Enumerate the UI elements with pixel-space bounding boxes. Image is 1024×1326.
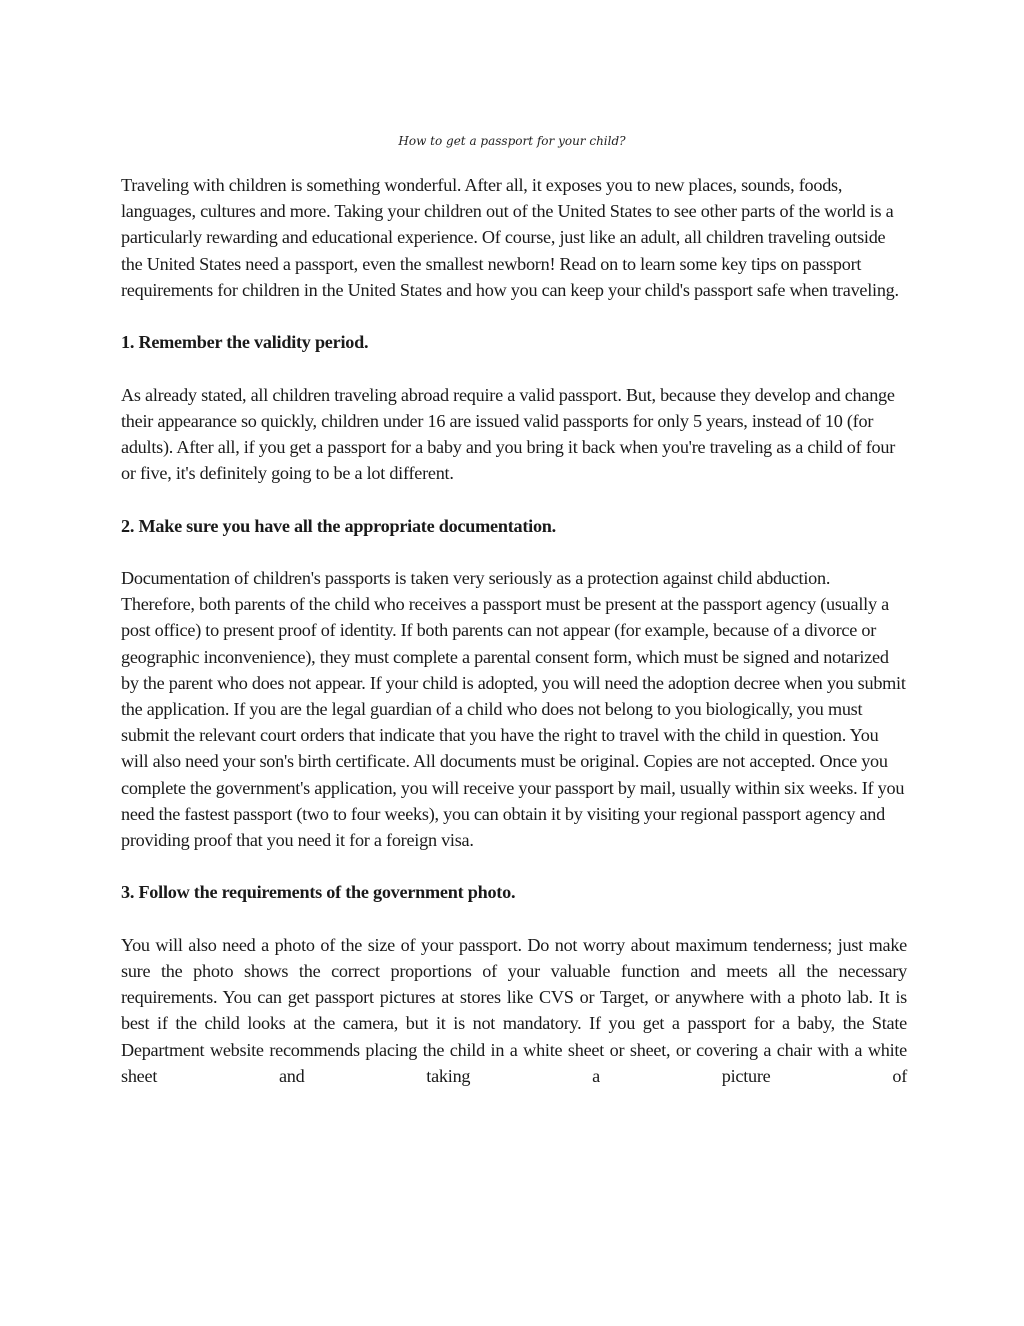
section-3-paragraph: You will also need a photo of the size of your passport. Do not worry about maximum tenderness; just make sure the photo shows the correct proportions of your valuable function and meets all the necessary requirements. You can get passport pictures at stores like CVS or Target, or anywhere with a photo lab. It is best if the child looks at the camera, but it is not mandatory. If you get a passport for a baby, the State Department website recommends placing the child in a white sheet or sheet, or covering a chair with a white sheet and taking a picture of <box>121 934 907 1086</box>
paragraph-spacer <box>121 486 907 512</box>
document-title: How to get a passport for your child? <box>398 134 626 148</box>
paragraph-spacer <box>121 355 907 381</box>
paragraph-spacer <box>121 853 907 879</box>
section-2-paragraph: Documentation of children's passports is taken very seriously as a protection against child abduction. Therefore, both parents of the child who receives a passport must be present at the passport agency (usually a post office) to present proof of identity. If both parents can not appear (for example, because of a divorce or geographic inconvenience), they must complete a parental consent form, which must be signed and notarized by the parent who does not appear. If your child is adopted, you will need the adoption decree when you submit the application. If you are the legal guardian of a child who does not belong to you biologically, you must submit the relevant court orders that indicate that you have the right to travel with the child in question. You will also need your son's birth certificate. All documents must be original. Copies are not accepted. Once you complete the government's application, you will receive your passport by mail, usually within six weeks. If you need the fastest passport (two to four weeks), you can obtain it by visiting your regional passport agency and providing proof that you need it for a foreign visa. <box>121 567 906 851</box>
section-1-paragraph: As already stated, all children traveling abroad require a valid passport. But, because they develop and change their appearance so quickly, children under 16 are issued valid passports for only 5 years, instead of 10 (for adults). After all, if you get a passport for a baby and you bring it back when you're traveling as a child of four or five, it's definitely going to be a lot different. <box>121 384 896 484</box>
paragraph-spacer <box>121 539 907 565</box>
paragraph-spacer <box>121 303 907 329</box>
intro-paragraph: Traveling with children is something wonderful. After all, it exposes you to new places, sounds, foods, languages, cultures and more. Taking your children out of the United States to see other parts of the world is a particularly rewarding and educational experience. Of course, just like an adult, all children traveling outside the United States need a passport, even the smallest newborn! Read on to learn some key tips on passport requirements for children in the United States and how you can keep your child's passport safe when traveling. <box>121 175 899 300</box>
section-3-heading: 3. Follow the requirements of the government photo. <box>121 882 516 903</box>
section-1-heading: 1. Remember the validity period. <box>121 332 369 353</box>
section-2-heading: 2. Make sure you have all the appropriate documentation. <box>121 515 556 536</box>
paragraph-spacer <box>121 906 907 932</box>
document-body <box>121 172 907 1089</box>
